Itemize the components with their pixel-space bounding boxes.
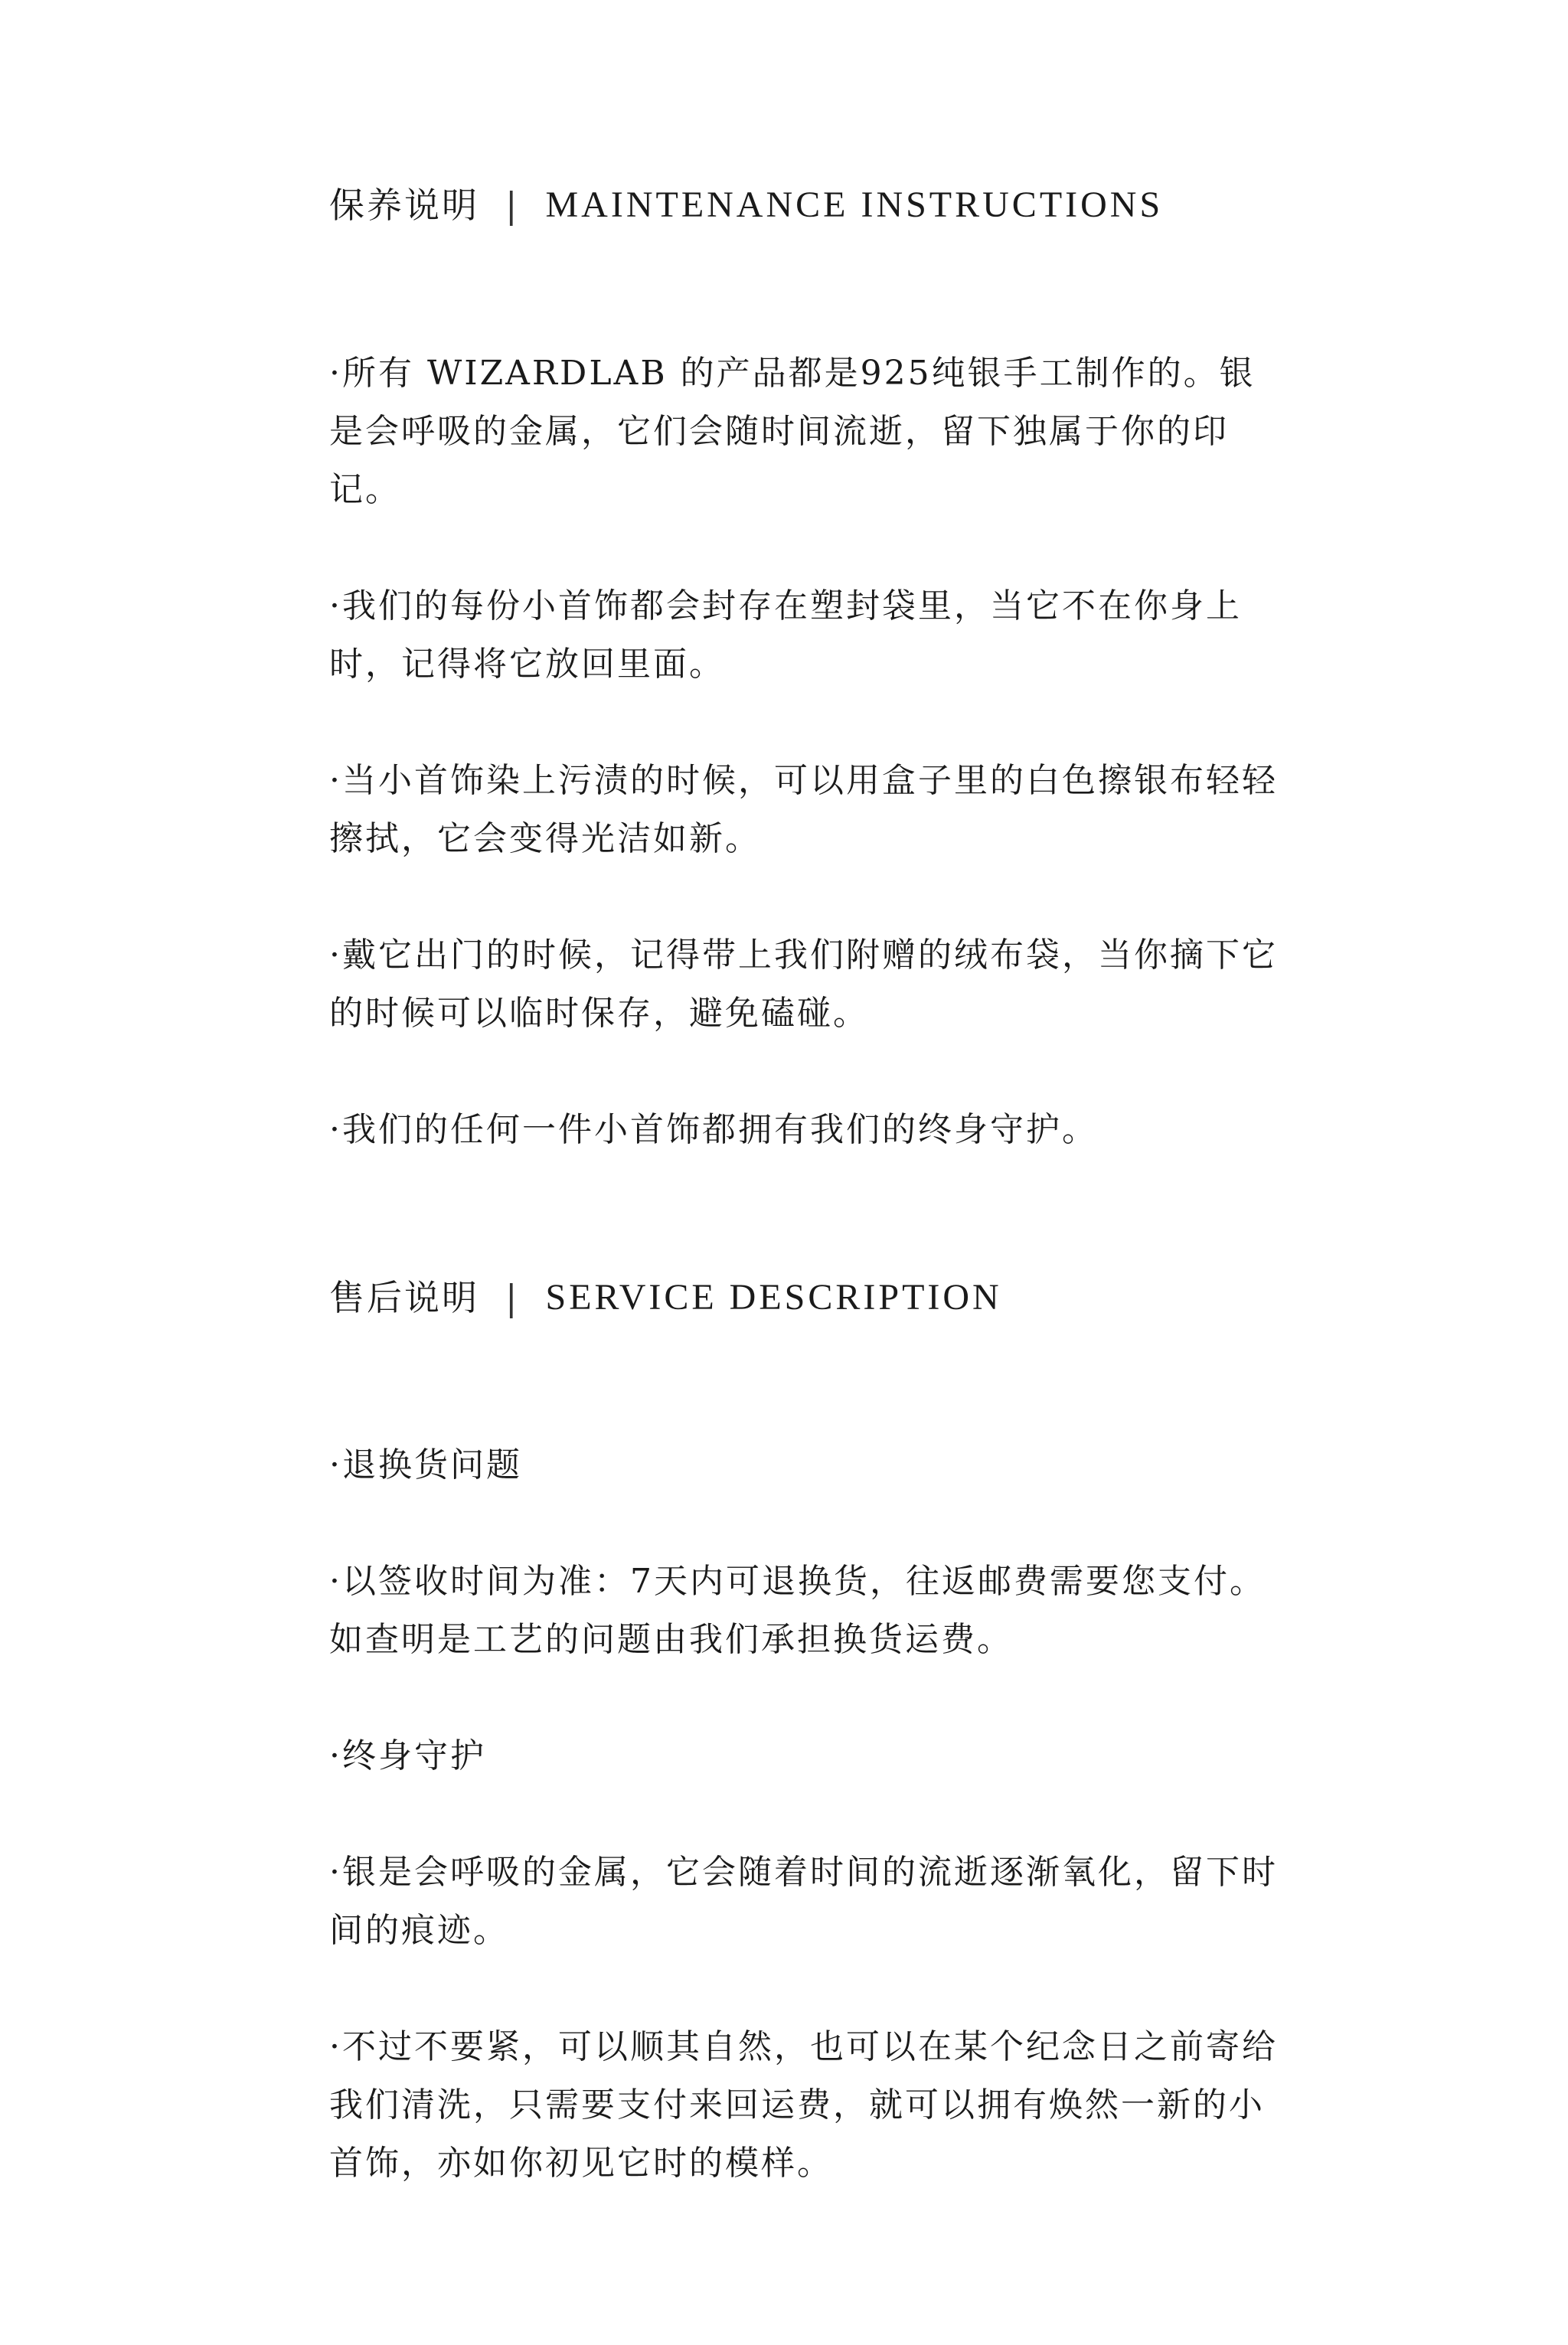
maintenance-heading-en: MAINTENANCE INSTRUCTIONS — [545, 185, 1164, 225]
service-heading — [329, 1275, 1002, 1321]
service-item: ·终身守护 — [329, 1736, 486, 1775]
maintenance-item: ·我们的每份小首饰都会封存在塑封袋里，当它不在你身上时，记得将它放回里面。 — [329, 586, 1242, 684]
maintenance-item: ·当小首饰染上污渍的时候，可以用盒子里的白色擦银布轻轻擦拭，它会变得光洁如新。 — [329, 761, 1278, 858]
service-item: ·不过不要紧，可以顺其自然，也可以在某个纪念日之前寄给我们清洗，只需要支付来回运费，就可以拥有焕然一新的小首饰，亦如你初见它时的模样。 — [329, 2027, 1278, 2183]
maintenance-list — [329, 345, 1286, 1217]
service-heading-cn: 售后说明 — [329, 1277, 479, 1318]
service-heading-en: SERVICE DESCRIPTION — [545, 1277, 1002, 1318]
heading-separator: | — [505, 1277, 520, 1318]
service-item: ·银是会呼吸的金属，它会随着时间的流逝逐渐氧化，留下时间的痕迹。 — [329, 1853, 1278, 1950]
heading-separator: | — [505, 185, 520, 226]
maintenance-heading-cn: 保养说明 — [329, 185, 479, 226]
service-item: ·退换货问题 — [329, 1445, 522, 1484]
maintenance-heading — [329, 182, 1163, 228]
service-item: ·以签收时间为准：7天内可退换货，往返邮费需要您支付。如查明是工艺的问题由我们承担换货运费。 — [329, 1562, 1266, 1659]
maintenance-item: ·所有 WIZARDLAB 的产品都是925纯银手工制作的。银是会呼吸的金属，它们会随时间流逝，留下独属于你的印记。 — [329, 354, 1256, 509]
maintenance-item: ·我们的任何一件小首饰都拥有我们的终身守护。 — [329, 1110, 1098, 1149]
service-list — [329, 1436, 1286, 2251]
maintenance-item: ·戴它出门的时候，记得带上我们附赠的绒布袋，当你摘下它的时候可以临时保存，避免磕碰。 — [329, 936, 1278, 1033]
